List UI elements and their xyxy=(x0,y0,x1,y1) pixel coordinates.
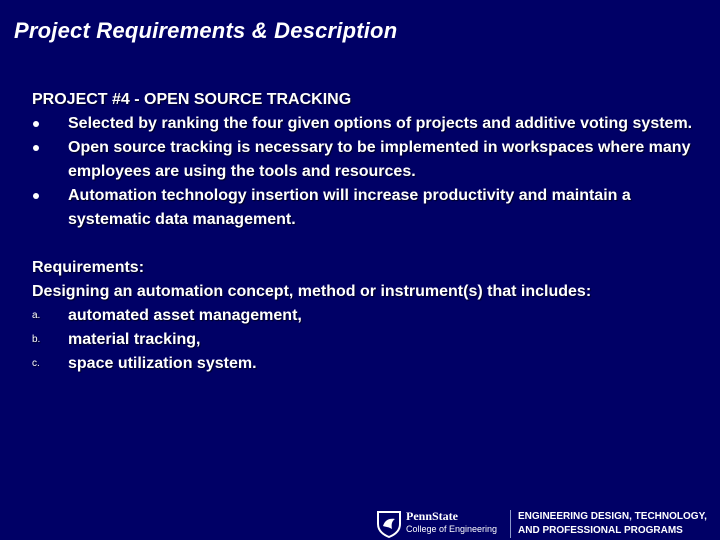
bullet-dot-icon xyxy=(33,121,39,127)
bullet-item xyxy=(32,112,702,136)
bullet-item xyxy=(32,136,702,184)
requirement-text: automated asset management, xyxy=(68,307,302,324)
requirements-label: Requirements: xyxy=(32,259,145,276)
bullet-dot-icon xyxy=(33,193,39,199)
description-bullets xyxy=(32,112,702,232)
requirement-item xyxy=(32,328,702,352)
bullet-text: Automation technology insertion will increase productivity and maintain a systematic data management. xyxy=(68,187,631,228)
bullet-text: Selected by ranking the four given options of projects and additive voting system. xyxy=(68,115,693,132)
department-line-1: ENGINEERING DESIGN, TECHNOLOGY, xyxy=(518,511,707,522)
requirements-list xyxy=(32,304,702,376)
list-marker: a. xyxy=(32,310,41,321)
slide-body xyxy=(32,88,702,376)
requirement-item xyxy=(32,304,702,328)
pennstate-shield-icon xyxy=(376,510,402,538)
list-marker: b. xyxy=(32,334,41,345)
requirement-text: space utilization system. xyxy=(68,355,257,372)
bullet-item xyxy=(32,184,702,232)
requirement-text: material tracking, xyxy=(68,331,201,348)
slide-title: Project Requirements & Description xyxy=(14,18,398,43)
requirement-item xyxy=(32,352,702,376)
bullet-dot-icon xyxy=(33,145,39,151)
bullet-text: Open source tracking is necessary to be implemented in workspaces where many employees are using the tools and resources. xyxy=(68,139,691,180)
list-marker: c. xyxy=(32,358,40,369)
footer-branding xyxy=(372,506,720,540)
requirements-intro: Designing an automation concept, method or instrument(s) that includes: xyxy=(32,283,592,300)
college-name: College of Engineering xyxy=(406,524,498,534)
footer-divider xyxy=(510,510,511,538)
project-heading: PROJECT #4 - OPEN SOURCE TRACKING xyxy=(32,91,352,108)
university-name: PennState xyxy=(406,509,458,523)
department-line-2: AND PROFESSIONAL PROGRAMS xyxy=(518,525,683,536)
